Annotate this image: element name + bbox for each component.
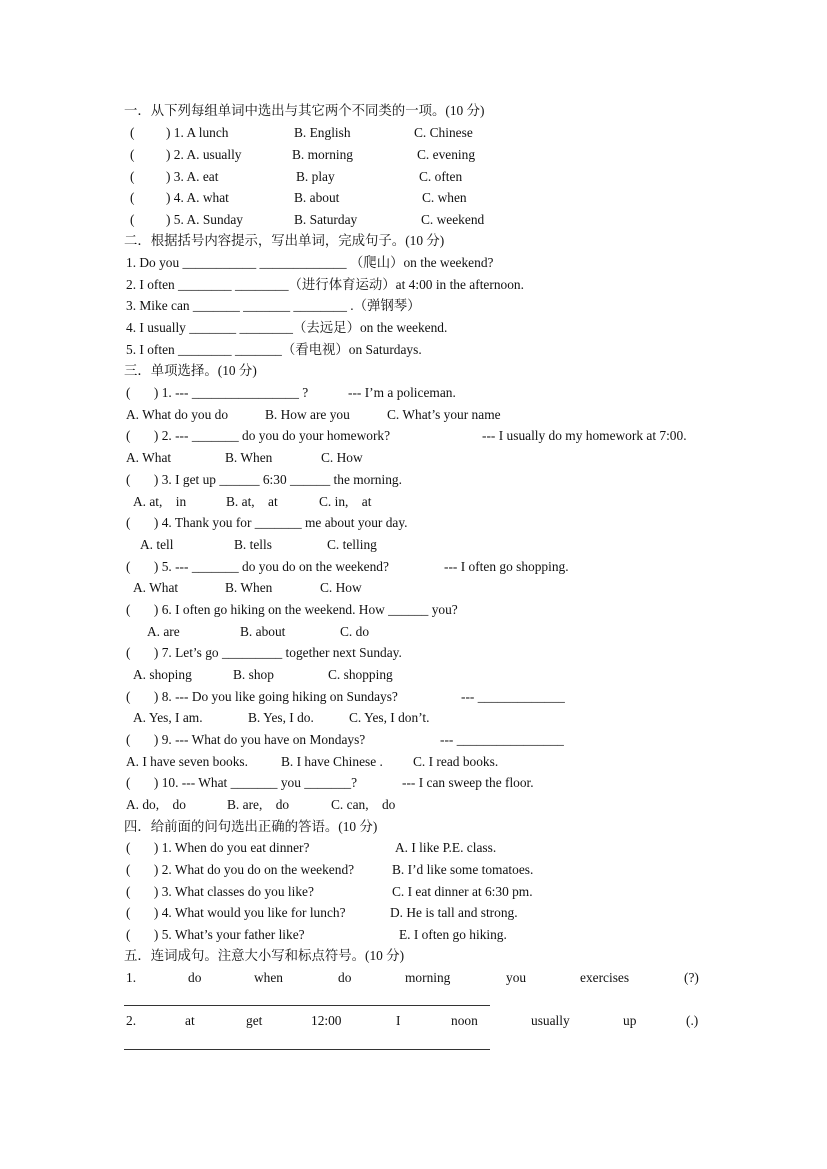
match-question: ( ) 3. What classes do you like? bbox=[126, 884, 314, 899]
scrambled-word: 12:00 bbox=[311, 1013, 342, 1028]
mc-option-c: C. Yes, I don’t. bbox=[349, 710, 430, 725]
mc-option-c: C. I read books. bbox=[413, 754, 499, 769]
option-b: B. Saturday bbox=[294, 212, 358, 227]
match-question: ( ) 4. What would you like for lunch? bbox=[126, 905, 346, 920]
section1-title: 一．从下列每组单词中选出与其它两个不同类的一项。(10 分) bbox=[124, 103, 485, 118]
answer-line bbox=[124, 1005, 490, 1006]
option-a: ) 4. A. what bbox=[166, 190, 229, 205]
mc-option-a: A. tell bbox=[140, 537, 174, 552]
fill-sentence: 4. I usually _______ ________（去远足）on the weekend. bbox=[126, 320, 448, 335]
mc-option-b: B. about bbox=[240, 624, 286, 639]
scrambled-word: usually bbox=[531, 1013, 570, 1028]
match-answer: C. I eat dinner at 6:30 pm. bbox=[392, 884, 533, 899]
mc-option-a: A. I have seven books. bbox=[126, 754, 248, 769]
match-answer: E. I often go hiking. bbox=[399, 927, 507, 942]
mc-option-a: A. What do you do bbox=[126, 407, 229, 422]
mc-response: --- I’m a policeman. bbox=[348, 385, 456, 400]
mc-option-b: B. Yes, I do. bbox=[248, 710, 314, 725]
mc-question: ( ) 3. I get up ______ 6:30 ______ the morning. bbox=[126, 472, 402, 487]
mc-option-b: B. When bbox=[225, 450, 273, 465]
mc-option-c: C. in, at bbox=[319, 494, 372, 509]
match-answer: A. I like P.E. class. bbox=[395, 840, 497, 855]
option-a: ) 3. A. eat bbox=[166, 169, 219, 184]
mc-response: --- I often go shopping. bbox=[444, 559, 569, 574]
mc-option-c: C. telling bbox=[327, 537, 377, 552]
mc-response: --- ________________ bbox=[440, 732, 564, 747]
mc-option-c: C. How bbox=[321, 450, 363, 465]
mc-option-a: A. What bbox=[126, 450, 172, 465]
mc-option-b: B. are, do bbox=[227, 797, 290, 812]
answer-paren: ( bbox=[130, 190, 135, 205]
mc-question: ( ) 1. --- ________________ ? bbox=[126, 385, 309, 400]
scrambled-word: do bbox=[188, 970, 202, 985]
mc-option-a: A. at, in bbox=[133, 494, 187, 509]
option-c: C. when bbox=[422, 190, 467, 205]
scrambled-word: exercises bbox=[580, 970, 630, 985]
mc-option-c: C. What’s your name bbox=[387, 407, 501, 422]
option-b: B. play bbox=[296, 169, 335, 184]
mc-option-c: C. can, do bbox=[331, 797, 396, 812]
mc-question: ( ) 5. --- _______ do you do on the weekend? bbox=[126, 559, 389, 574]
mc-question: ( ) 10. --- What _______ you _______? bbox=[126, 775, 358, 790]
scrambled-word: at bbox=[185, 1013, 195, 1028]
match-answer: B. I’d like some tomatoes. bbox=[392, 862, 534, 877]
match-question: ( ) 1. When do you eat dinner? bbox=[126, 840, 310, 855]
option-a: ) 1. A lunch bbox=[166, 125, 229, 140]
mc-question: ( ) 4. Thank you for _______ me about your day. bbox=[126, 515, 408, 530]
scrambled-word: when bbox=[254, 970, 284, 985]
fill-sentence: 3. Mike can _______ _______ ________ .（弹钢琴） bbox=[126, 298, 421, 313]
scrambled-word: do bbox=[338, 970, 352, 985]
fill-sentence: 2. I often ________ ________（进行体育运动）at 4:00 in the afternoon. bbox=[126, 277, 524, 292]
scrambled-word: noon bbox=[451, 1013, 478, 1028]
scrambled-word: you bbox=[506, 970, 527, 985]
option-a: ) 2. A. usually bbox=[166, 147, 242, 162]
mc-response: --- I usually do my homework at 7:00. bbox=[482, 428, 687, 443]
mc-option-a: A. do, do bbox=[126, 797, 186, 812]
mc-question: ( ) 9. --- What do you have on Mondays? bbox=[126, 732, 366, 747]
section4-title: 四．给前面的问句选出正确的答语。(10 分) bbox=[124, 819, 378, 834]
fill-sentence: 5. I often ________ _______（看电视）on Saturdays. bbox=[126, 342, 422, 357]
mc-question: ( ) 8. --- Do you like going hiking on Sundays? bbox=[126, 689, 398, 704]
match-question: ( ) 2. What do you do on the weekend? bbox=[126, 862, 355, 877]
mc-response: --- _____________ bbox=[461, 689, 565, 704]
option-a: ) 5. A. Sunday bbox=[166, 212, 243, 227]
mc-option-c: C. shopping bbox=[328, 667, 393, 682]
mc-option-b: B. How are you bbox=[265, 407, 350, 422]
answer-paren: ( bbox=[130, 169, 135, 184]
section5-title: 五．连词成句。注意大小写和标点符号。(10 分) bbox=[124, 948, 405, 963]
answer-line bbox=[124, 1049, 490, 1050]
punctuation-hint: (?) bbox=[684, 970, 699, 985]
mc-option-b: B. tells bbox=[234, 537, 272, 552]
scrambled-word: get bbox=[246, 1013, 263, 1028]
mc-question: ( ) 7. Let’s go _________ together next Sunday. bbox=[126, 645, 402, 660]
section3-title: 三．单项选择。(10 分) bbox=[124, 363, 257, 378]
mc-option-a: A. What bbox=[133, 580, 179, 595]
option-c: C. evening bbox=[417, 147, 476, 162]
item-number: 1. bbox=[126, 970, 137, 985]
mc-question: ( ) 6. I often go hiking on the weekend. How ______ you? bbox=[126, 602, 458, 617]
answer-paren: ( bbox=[130, 212, 135, 227]
scrambled-word: morning bbox=[405, 970, 451, 985]
match-answer: D. He is tall and strong. bbox=[390, 905, 518, 920]
mc-option-c: C. do bbox=[340, 624, 370, 639]
answer-paren: ( bbox=[130, 125, 135, 140]
punctuation-hint: (.) bbox=[686, 1013, 699, 1028]
mc-question: ( ) 2. --- _______ do you do your homework? bbox=[126, 428, 391, 443]
mc-option-a: A. Yes, I am. bbox=[133, 710, 203, 725]
mc-option-a: A. are bbox=[147, 624, 180, 639]
mc-option-b: B. I have Chinese . bbox=[281, 754, 383, 769]
option-b: B. English bbox=[294, 125, 351, 140]
match-question: ( ) 5. What’s your father like? bbox=[126, 927, 305, 942]
scrambled-word: I bbox=[396, 1013, 401, 1028]
option-b: B. about bbox=[294, 190, 340, 205]
option-b: B. morning bbox=[292, 147, 354, 162]
fill-sentence: 1. Do you ___________ _____________ （爬山）on the weekend? bbox=[126, 255, 494, 270]
option-c: C. Chinese bbox=[414, 125, 473, 140]
mc-option-a: A. shoping bbox=[133, 667, 192, 682]
option-c: C. often bbox=[419, 169, 463, 184]
section2-title: 二．根据括号内容提示，写出单词，完成句子。(10 分) bbox=[124, 233, 445, 248]
mc-option-c: C. How bbox=[320, 580, 362, 595]
mc-option-b: B. at, at bbox=[226, 494, 278, 509]
mc-option-b: B. shop bbox=[233, 667, 274, 682]
mc-response: --- I can sweep the floor. bbox=[402, 775, 534, 790]
answer-paren: ( bbox=[130, 147, 135, 162]
scrambled-word: up bbox=[623, 1013, 637, 1028]
mc-option-b: B. When bbox=[225, 580, 273, 595]
item-number: 2. bbox=[126, 1013, 137, 1028]
option-c: C. weekend bbox=[421, 212, 485, 227]
